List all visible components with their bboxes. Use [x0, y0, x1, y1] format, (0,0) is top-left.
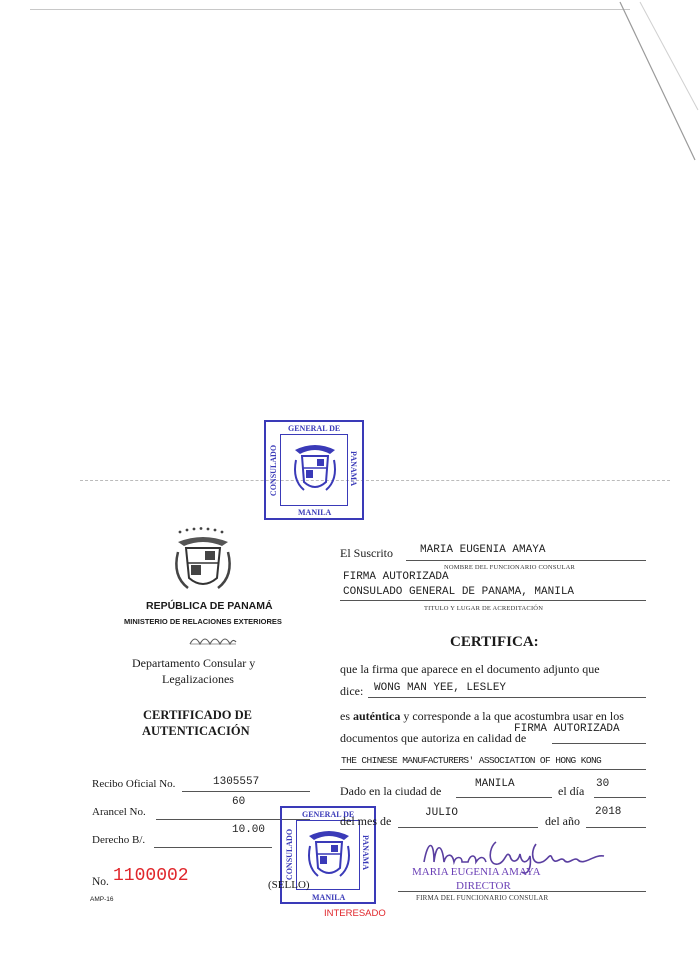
signer-name: MARIA EUGENIA AMAYA: [412, 866, 541, 878]
page-fold-corner: [610, 0, 700, 170]
stamp-top-text: GENERAL DE: [302, 810, 355, 819]
calidad-line: [552, 743, 646, 744]
department-line2: Legalizaciones: [162, 672, 234, 686]
ciudad-label: Dado en la ciudad de: [340, 784, 442, 798]
stamp-left-text: CONSULADO: [285, 828, 295, 881]
suscrito-value: MARIA EUGENIA AMAYA: [420, 544, 546, 556]
autentica-pre: es: [340, 709, 350, 723]
arancel-label: Arancel No.: [92, 806, 146, 818]
dia-value: 30: [596, 778, 610, 790]
stamp-bottom-text: MANILA: [312, 893, 346, 902]
dice-line: [368, 697, 646, 698]
ciudad-line: [456, 797, 552, 798]
recibo-line: [182, 791, 310, 792]
titulo-caption: TITULO Y LUGAR DE ACREDITACIÓN: [424, 605, 544, 612]
stamp-left-text: CONSULADO: [269, 444, 279, 497]
derecho-label: Derecho B/.: [92, 834, 146, 846]
recibo-label: Recibo Oficial No.: [92, 778, 176, 790]
arancel-value: 60: [232, 796, 246, 808]
derecho-value: 10.00: [232, 824, 266, 836]
mes-line: [398, 827, 538, 828]
republic-heading: REPÚBLICA DE PANAMÁ: [146, 600, 273, 612]
certificate-title-line2: AUTENTICACIÓN: [142, 724, 250, 738]
stamp-top-text: GENERAL DE: [288, 424, 341, 433]
dia-line: [594, 797, 646, 798]
form-code: AMP-16: [90, 896, 114, 903]
page-top-edge: [30, 9, 630, 10]
stamp-right-text: PANAMA: [360, 835, 370, 870]
stamp-right-text: PANAMA: [348, 451, 358, 486]
interesado-label: INTERESADO: [324, 908, 386, 919]
autentica-bold: auténtica: [353, 709, 401, 723]
titulo-line: [340, 600, 646, 601]
suscrito-label: El Suscrito: [340, 546, 393, 560]
association-line: [340, 769, 646, 770]
titulo-line2: CONSULADO GENERAL DE PANAMA, MANILA: [343, 586, 575, 598]
ciudad-value: MANILA: [475, 778, 515, 790]
autentica-text: [340, 709, 624, 724]
firma-line: [398, 891, 646, 892]
documentos-text: documentos que autoriza en calidad de: [340, 731, 527, 745]
autentica-rest: y corresponde a la que acostumbra usar en los: [403, 709, 624, 723]
panama-coat-of-arms-icon: [290, 440, 340, 500]
decorative-ornament-icon: [188, 632, 238, 646]
sello-label: (SELLO): [268, 879, 310, 891]
calidad-value: FIRMA AUTORIZADA: [514, 723, 620, 735]
anio-line: [586, 827, 646, 828]
recibo-value: 1305557: [213, 776, 260, 788]
document-fold-line: [80, 480, 670, 481]
panama-coat-of-arms-icon: [170, 526, 236, 596]
anio-value: 2018: [595, 806, 622, 818]
dia-label: el día: [558, 784, 585, 798]
titulo-line1: FIRMA AUTORIZADA: [343, 571, 449, 583]
nombre-caption: NOMBRE DEL FUNCIONARIO CONSULAR: [444, 564, 576, 571]
mes-value: JULIO: [425, 807, 459, 819]
certificate-title-line1: CERTIFICADO DE: [143, 708, 252, 722]
mes-label: del mes de: [340, 814, 392, 828]
association-value: THE CHINESE MANUFACTURERS' ASSOCIATION OF HONG KONG: [341, 755, 602, 766]
dice-label: dice:: [340, 684, 364, 698]
ministry-heading: MINISTERIO DE RELACIONES EXTERIORES: [124, 617, 282, 626]
consulate-stamp-top: [264, 420, 364, 520]
department-line1: Departamento Consular y: [132, 656, 256, 670]
firma-text: que la firma que aparece en el documento adjunto que: [340, 662, 600, 676]
certificate-number: 1100002: [113, 866, 189, 886]
dice-value: WONG MAN YEE, LESLEY: [374, 682, 507, 694]
number-label: No.: [92, 876, 109, 888]
stamp-bottom-text: MANILA: [298, 508, 332, 517]
suscrito-line: [406, 560, 646, 561]
anio-label: del año: [545, 814, 580, 828]
panama-coat-of-arms-icon: [304, 826, 354, 886]
firma-caption: FIRMA DEL FUNCIONARIO CONSULAR: [416, 894, 549, 902]
signer-title: DIRECTOR: [456, 880, 511, 892]
derecho-line: [154, 847, 272, 848]
certifica-heading: CERTIFICA:: [450, 634, 539, 650]
